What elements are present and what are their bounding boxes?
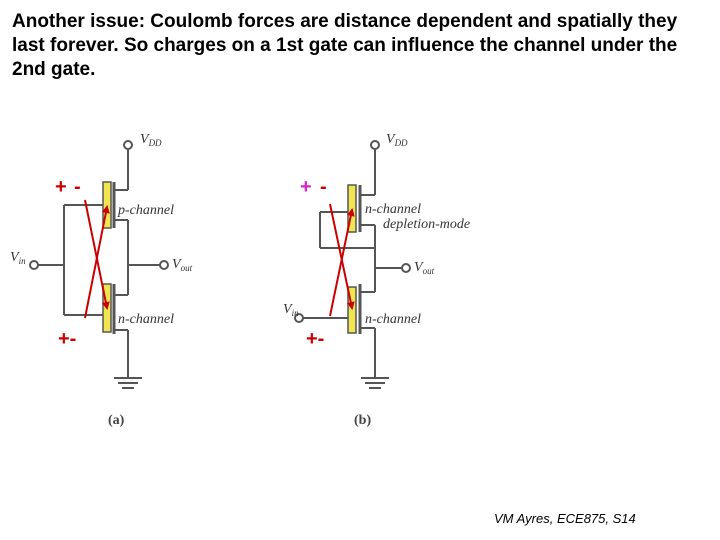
vin-label-b: $V_{in}$ xyxy=(283,302,299,318)
depletion-label-b-2: depletion-mode xyxy=(383,217,471,232)
vout-label-a: $V_{out}$ xyxy=(172,257,193,273)
vin-label-a: $V_{in}$ xyxy=(10,250,26,266)
vout-terminal-a xyxy=(160,261,168,269)
pmos-label-a: p-channel xyxy=(118,203,174,218)
charge-b-bottom: +- xyxy=(306,328,325,350)
charge-a-bottom: +- xyxy=(58,328,77,350)
charge-minus-b-top: - xyxy=(320,176,327,198)
charge-plus-a-top: + xyxy=(55,176,67,198)
nmos-label-b: n-channel xyxy=(365,312,421,327)
vdd-terminal-a xyxy=(124,141,132,149)
vout-label-b: $V_{out}$ xyxy=(414,260,435,276)
slide-title: Another issue: Coulomb forces are distance dependent and spatially they last forever. So charges on a 1st gate can influence the channel under the 2nd gate. xyxy=(12,11,678,80)
charge-minus-a-top: - xyxy=(74,176,81,198)
depletion-label-b-1: n-channel xyxy=(365,202,421,217)
caption-b: (b) xyxy=(354,413,372,428)
credit-footer: VM Ayres, ECE875, S14 xyxy=(494,511,636,526)
caption-a: (a) xyxy=(108,413,125,428)
vout-terminal-b xyxy=(402,264,410,272)
vdd-label-b: $V_{DD}$ xyxy=(386,132,408,148)
vin-terminal-a xyxy=(30,261,38,269)
circuit-b xyxy=(295,141,410,388)
vdd-terminal-b xyxy=(371,141,379,149)
charge-plus-b-top: + xyxy=(300,176,312,198)
vdd-label-a: $V_{DD}$ xyxy=(140,132,162,148)
nmos-label-a: n-channel xyxy=(118,312,174,327)
